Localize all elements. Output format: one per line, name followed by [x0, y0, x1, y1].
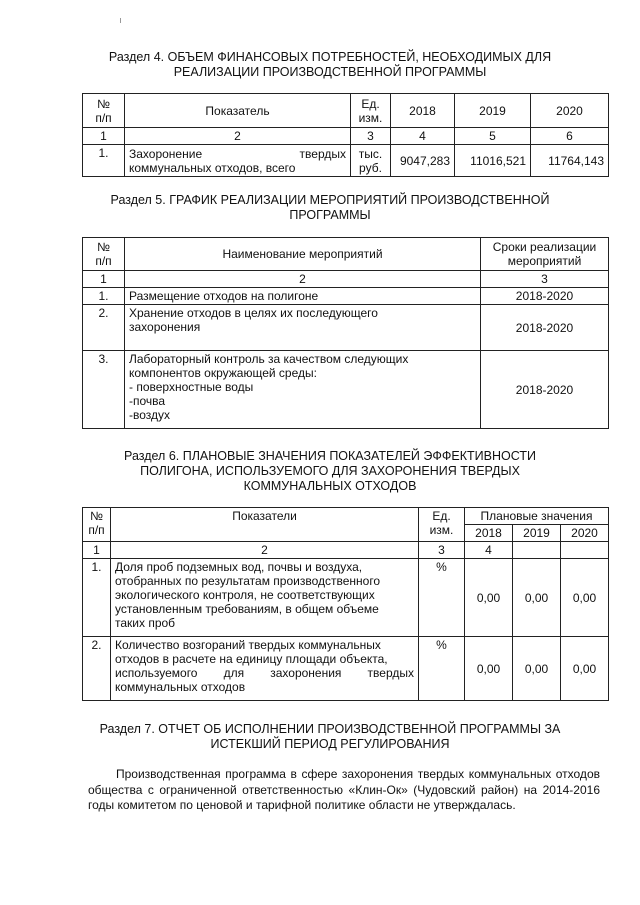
s5-row-name: Размещение отходов на полигоне: [125, 288, 481, 305]
s6-row-unit: %: [419, 559, 465, 637]
s4-index-cell: 2: [125, 128, 351, 145]
table-row: [83, 559, 609, 637]
s5-row-name: Лабораторный контроль за качеством следующих компонентов окружающей среды: - поверхностные воды -почва -воздух: [125, 351, 481, 429]
s4-row-num: 1.: [83, 145, 125, 177]
s5-index-row: [83, 271, 609, 288]
s6-row-unit: %: [419, 637, 465, 701]
s4-row-name: Захоронение твердых коммунальных отходов, всего: [125, 145, 351, 177]
s4-index-cell: 3: [351, 128, 391, 145]
s5-header-period: Сроки реализации мероприятий: [481, 238, 609, 271]
s5-row-period: 2018-2020: [481, 351, 609, 429]
s4-index-cell: 6: [531, 128, 609, 145]
s6-index-cell: 2: [111, 542, 419, 559]
section5-title-line1: Раздел 5. ГРАФИК РЕАЛИЗАЦИИ МЕРОПРИЯТИЙ ПРОИЗВОДСТВЕННОЙ: [110, 193, 550, 207]
scan-mark: [120, 18, 121, 23]
s6-index-cell: 3: [419, 542, 465, 559]
s6-row-num: 1.: [83, 559, 111, 637]
s4-index-cell: 1: [83, 128, 125, 145]
s6-header-indicators: Показатели: [111, 508, 419, 542]
section6-header-row: [83, 508, 609, 525]
s6-row-name: Количество возгораний твердых коммунальных отходов в расчете на единицу площади объекта, используемого для захоронения твердых коммунальных отходов: [111, 637, 419, 701]
s5-header-num: № п/п: [83, 238, 125, 271]
s5-row-num: 3.: [83, 351, 125, 429]
s6-header-2020: 2020: [561, 525, 609, 542]
s5-row-period: 2018-2020: [481, 288, 609, 305]
table-row: [83, 305, 609, 351]
s5-index-cell: 2: [125, 271, 481, 288]
s5-row-period: 2018-2020: [481, 305, 609, 351]
s6-header-unit: Ед. изм.: [419, 508, 465, 542]
s6-row-2018: 0,00: [465, 637, 513, 701]
s4-index-row: [83, 128, 609, 145]
s4-header-2019: 2019: [455, 94, 531, 128]
s6-index-cell: [513, 542, 561, 559]
section6-title-line2: ПОЛИГОНА, ИСПОЛЬЗУЕМОГО ДЛЯ ЗАХОРОНЕНИЯ ТВЕРДЫХ: [140, 464, 520, 478]
section4-header-row: [83, 94, 609, 128]
s4-row-2020: 11764,143: [531, 145, 609, 177]
section6-title: [60, 449, 600, 494]
section7-title: [60, 722, 600, 752]
section7-title-line1: Раздел 7. ОТЧЕТ ОБ ИСПОЛНЕНИИ ПРОИЗВОДСТВЕННОЙ ПРОГРАММЫ ЗА: [99, 722, 561, 736]
s5-row-name: Хранение отходов в целях их последующего захоронения: [125, 305, 481, 351]
s6-row-2018: 0,00: [465, 559, 513, 637]
section5-title: [60, 193, 600, 223]
table-row: [83, 145, 609, 177]
s5-row-num: 2.: [83, 305, 125, 351]
section5-header-row: [83, 238, 609, 271]
s6-index-cell: [561, 542, 609, 559]
s6-index-row: [83, 542, 609, 559]
table-row: [83, 351, 609, 429]
s4-header-num: № п/п: [83, 94, 125, 128]
section4-title-line2: РЕАЛИЗАЦИИ ПРОИЗВОДСТВЕННОЙ ПРОГРАММЫ: [173, 65, 487, 79]
s5-index-cell: 3: [481, 271, 609, 288]
s5-row-num: 1.: [83, 288, 125, 305]
s4-header-2020: 2020: [531, 94, 609, 128]
s6-row-2019: 0,00: [513, 637, 561, 701]
section5-table: [82, 237, 609, 429]
s6-index-cell: 4: [465, 542, 513, 559]
section7-paragraph-text: Производственная программа в сфере захоронения твердых коммунальных отходов общества с ограниченной ответственностью «Клин-Ок» (Чудовский район) на 2014-2016 годы комитетом по ценовой и тарифной политике области не утверждалась.: [88, 767, 600, 812]
table-row: [83, 288, 609, 305]
s5-header-name: Наименование мероприятий: [125, 238, 481, 271]
s6-header-2019: 2019: [513, 525, 561, 542]
s6-row-2019: 0,00: [513, 559, 561, 637]
s4-row-2019: 11016,521: [455, 145, 531, 177]
section7-paragraph: [88, 767, 600, 814]
s6-header-2018: 2018: [465, 525, 513, 542]
s6-row-num: 2.: [83, 637, 111, 701]
section6-title-line1: Раздел 6. ПЛАНОВЫЕ ЗНАЧЕНИЯ ПОКАЗАТЕЛЕЙ ЭФФЕКТИВНОСТИ: [124, 449, 536, 463]
s4-row-unit: тыс. руб.: [351, 145, 391, 177]
section5-title-line2: ПРОГРАММЫ: [289, 208, 371, 222]
s4-header-unit: Ед. изм.: [351, 94, 391, 128]
section4-title: [60, 50, 600, 80]
section4-title-line1: Раздел 4. ОБЪЕМ ФИНАНСОВЫХ ПОТРЕБНОСТЕЙ, НЕОБХОДИМЫХ ДЛЯ: [108, 50, 552, 64]
section6-table: [82, 507, 609, 701]
s6-header-planned: Плановые значения: [465, 508, 609, 525]
s4-header-indicator: Показатель: [125, 94, 351, 128]
s5-index-cell: 1: [83, 271, 125, 288]
s6-row-2020: 0,00: [561, 637, 609, 701]
section7-title-line2: ИСТЕКШИЙ ПЕРИОД РЕГУЛИРОВАНИЯ: [210, 737, 450, 751]
s6-index-cell: 1: [83, 542, 111, 559]
s4-row-2018: 9047,283: [391, 145, 455, 177]
s4-index-cell: 4: [391, 128, 455, 145]
s4-header-2018: 2018: [391, 94, 455, 128]
s6-header-num: № п/п: [83, 508, 111, 542]
section4-table: [82, 93, 609, 177]
s6-row-name: Доля проб подземных вод, почвы и воздуха, отобранных по результатам производственного экологического контроля, не соответствующих установленным требованиям, в общем объеме таких проб: [111, 559, 419, 637]
table-row: [83, 637, 609, 701]
s6-row-2020: 0,00: [561, 559, 609, 637]
section6-title-line3: КОММУНАЛЬНЫХ ОТХОДОВ: [243, 479, 417, 493]
s4-index-cell: 5: [455, 128, 531, 145]
